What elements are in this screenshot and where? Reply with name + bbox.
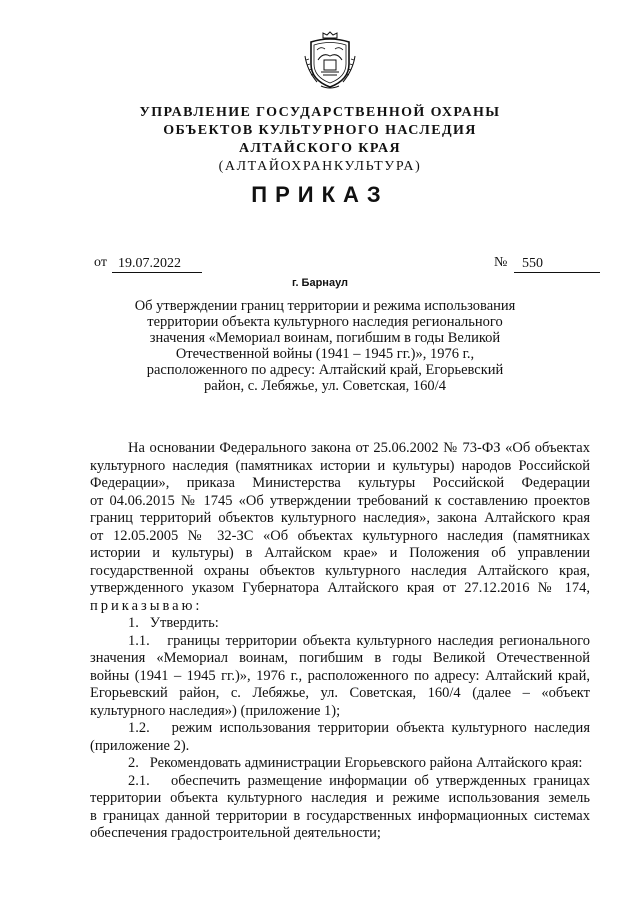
title-line: значения «Мемориал воинам, погибшим в годы Великой: [149, 330, 501, 346]
body-line: На основании Федерального закона от 25.06.2002 № 73-ФЗ «Об объектах: [128, 440, 590, 456]
body-line: Федерации», приказа Министерства культуры Российской Федерации: [90, 475, 590, 491]
body-line: в границах данной территории в государственных информационных системах: [90, 807, 590, 824]
body-line: границ территорий объектов культурного наследия», закона Алтайского края: [90, 510, 590, 526]
document-body: [90, 440, 590, 843]
body-line: культурного наследия») (приложение 1);: [90, 702, 341, 719]
title-line: район, с. Лебяжье, ул. Советская, 160/4: [204, 378, 446, 394]
body-line: 2.1. обеспечить размещение информации об утвержденных границах: [128, 772, 590, 789]
organization-line: АЛТАЙСКОГО КРАЯ: [238, 141, 402, 156]
body-line: от 04.06.2015 № 1745 «Об утверждении требований к составлению проектов: [90, 492, 590, 509]
title-line: Отечественной войны (1941 – 1945 гг.)», 1976 г.,: [175, 346, 475, 362]
organization-line: УПРАВЛЕНИЕ ГОСУДАРСТВЕННОЙ ОХРАНЫ: [139, 105, 501, 120]
document-title: [120, 298, 530, 394]
body-line: 1. Утвердить:: [128, 615, 219, 631]
body-line: Егорьевский район, с. Лебяжье, ул. Советская, 160/4 (далее – «объект: [90, 685, 590, 701]
body-line: утвержденного указом Губернатора Алтайского края от 27.12.2016 № 174,: [90, 580, 590, 596]
number-prefix: №: [494, 255, 508, 270]
body-line: значения «Мемориал воинам, погибшим в годы Великой Отечественной: [90, 650, 590, 666]
body-line: 1.1. границы территории объекта культурного наследия регионального: [128, 632, 590, 649]
title-line: расположенного по адресу: Алтайский край, Егорьевский: [146, 362, 504, 378]
body-line: (приложение 2).: [90, 737, 190, 754]
document-city: г. Барнаул: [291, 277, 349, 289]
body-line: государственной охраны объектов культурного наследия Алтайского края,: [90, 562, 590, 579]
body-line: от 12.05.2005 № 32-ЗС «Об объектах культурного наследия (памятниках: [90, 527, 590, 544]
organization-abbreviation: (АЛТАЙОХРАНКУЛЬТУРА): [218, 159, 422, 174]
document-number: 550: [514, 255, 600, 273]
document-date: 19.07.2022: [112, 255, 202, 273]
organization-line: ОБЪЕКТОВ КУЛЬТУРНОГО НАСЛЕДИЯ: [163, 123, 477, 138]
body-line: 2. Рекомендовать администрации Егорьевского района Алтайского края:: [128, 755, 583, 771]
organization-name: [0, 104, 640, 176]
body-line: обеспечения градостроительной деятельности;: [90, 825, 381, 841]
coat-of-arms-emblem: [303, 30, 357, 90]
title-line: Об утверждении границ территории и режима использования: [134, 298, 516, 314]
date-prefix: от: [94, 255, 107, 270]
body-line: территории объекта культурного наследия и режиме использования земель: [90, 790, 590, 806]
body-line: приказываю:: [90, 597, 203, 614]
document-meta-row: [0, 255, 640, 275]
body-line: истории и культуры) в Алтайском крае» и Положения об управлении: [90, 545, 590, 561]
body-line: культурного наследия (памятниках истории и культуры) народов Российской: [90, 457, 590, 474]
title-line: территории объекта культурного наследия регионального: [147, 314, 503, 330]
body-line: войны (1941 – 1945 гг.)», 1976 г., расположенного по адресу: Алтайский край,: [90, 667, 590, 684]
body-line: 1.2. режим использования территории объекта культурного наследия: [128, 720, 590, 736]
document-type-heading: ПРИКАЗ: [251, 182, 389, 207]
